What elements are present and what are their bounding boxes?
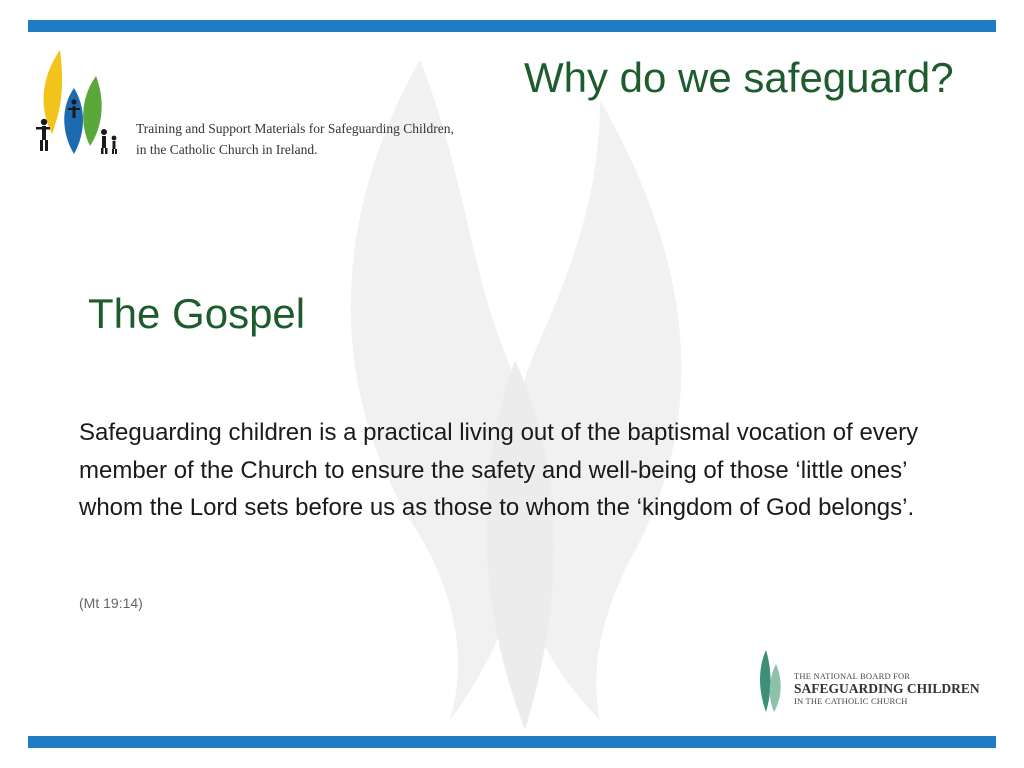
scripture-reference: (Mt 19:14) [79,595,143,611]
header-org-line-1: Training and Support Materials for Safeguarding Children, [136,121,454,136]
bottom-accent-bar [28,736,996,748]
slide-title: Why do we safeguard? [524,54,954,101]
header-org-line-2: in the Catholic Church in Ireland. [136,142,318,157]
footer-org-line-1: THE NATIONAL BOARD FOR [794,671,911,681]
body-paragraph: Safeguarding children is a practical living out of the baptismal vocation of every member of the Church to ensure the safety and well-being of those ‘little ones’ whom the Lord sets before us as those to whom the ‘kingdom of God belongs’. [79,419,919,521]
section-heading: The Gospel [88,290,306,337]
top-accent-bar [28,20,996,32]
flame-logo-icon [756,648,786,714]
flame-family-logo-icon [30,46,130,158]
footer-org-line-3: IN THE CATHOLIC CHURCH [794,696,908,706]
footer-org-line-2: SAFEGUARDING CHILDREN [794,681,980,696]
flame-watermark-icon [300,40,740,730]
